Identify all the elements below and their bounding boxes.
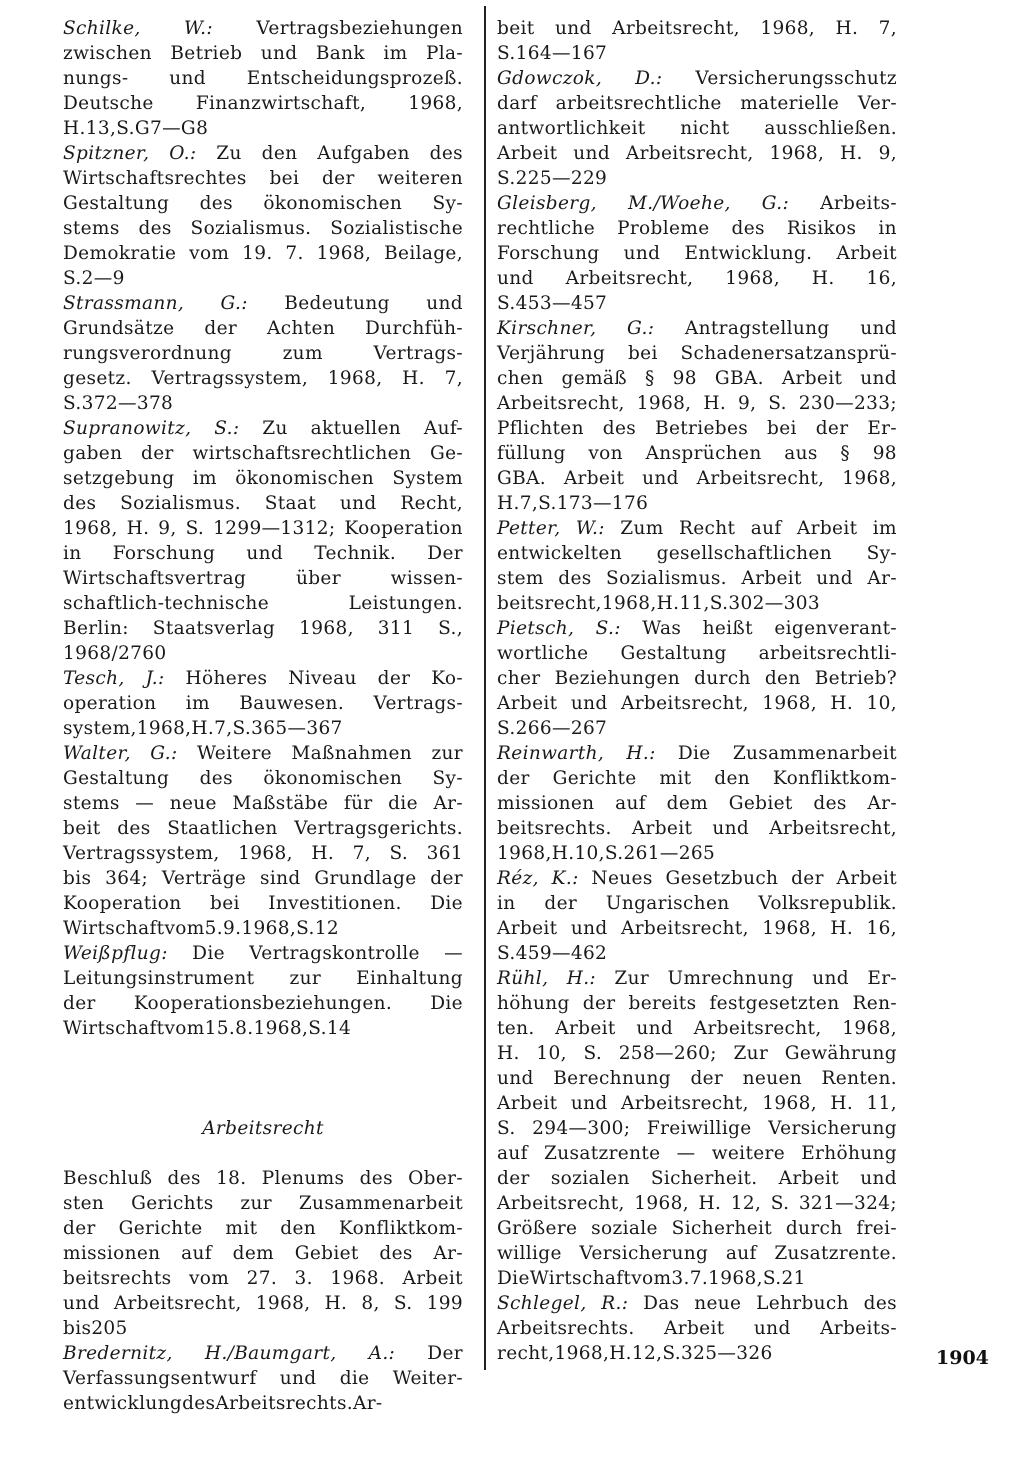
- entry-line: Gestaltung des ökonomischen Sy-: [63, 768, 463, 789]
- entry-line: Wirtschaft vom 5. 9. 1968, S. 12: [63, 918, 339, 939]
- entry-line: Größere soziale Sicherheit durch frei-: [497, 1218, 897, 1239]
- bibliography-entry: [63, 16, 463, 141]
- bibliography-entry: [63, 141, 463, 291]
- entry-line: entwickelten gesellschaftlichen Sy-: [497, 543, 897, 564]
- entry-line: in Forschung und Technik. Der: [63, 543, 463, 564]
- column-divider: [484, 6, 486, 1370]
- entry-line: Vertragssystem, 1968, H. 7, S. 361: [63, 843, 463, 864]
- entry-line: füllung von Ansprüchen aus § 98: [497, 443, 897, 464]
- entry-first-line: Petter, W.: Zum Recht auf Arbeit im: [497, 518, 897, 539]
- entry-line: Gestaltung des ökonomischen Sy-: [63, 193, 463, 214]
- entry-line: und Arbeitsrecht, 1968, H. 16,: [497, 268, 897, 289]
- entry-line: in der Ungarischen Volksrepublik.: [497, 893, 897, 914]
- entry-line: Kooperation bei Investitionen. Die: [63, 893, 463, 914]
- section-heading: Arbeitsrecht: [202, 1118, 324, 1139]
- entry-first-line: Supranowitz, S.: Zu aktuellen Auf-: [63, 418, 463, 439]
- bibliography-entry: [63, 416, 463, 666]
- entry-line: Die Wirtschaft vom 3. 7. 1968, S. 21: [497, 1268, 806, 1289]
- entry-line: willige Versicherung auf Zusatzrente.: [497, 1243, 897, 1264]
- entry-line: auf Zusatzrente — weitere Erhöhung: [497, 1143, 897, 1164]
- entry-line: Pflichten des Betriebes bei der Er-: [497, 418, 897, 439]
- entry-line: Beschluß des 18. Plenums des Ober-: [63, 1168, 463, 1189]
- entry-line: H. 10, S. 258—260; Zur Gewährung: [497, 1043, 897, 1064]
- entry-line: Verfassungsentwurf und die Weiter-: [63, 1368, 463, 1389]
- entry-line: rechtliche Probleme des Risikos in: [497, 218, 897, 239]
- entry-line: Wirtschaft vom 15. 8. 1968, S. 14: [63, 1018, 352, 1039]
- entry-first-line: Bredernitz, H./Baumgart, A.: Der: [63, 1343, 463, 1364]
- entry-line: beitsrechts vom 27. 3. 1968. Arbeit: [63, 1268, 463, 1289]
- entry-line: missionen auf dem Gebiet des Ar-: [63, 1243, 463, 1264]
- entry-line: operation im Bauwesen. Vertrags-: [63, 693, 463, 714]
- entry-line: entwicklung des Arbeitsrechts. Ar-: [63, 1393, 383, 1414]
- entry-line: 1968/2760: [63, 643, 167, 664]
- bibliography-entry: [497, 616, 897, 741]
- entry-line: Berlin: Staatsverlag 1968, 311 S.,: [63, 618, 463, 639]
- entry-line: recht, 1968, H. 12, S. 325—326: [497, 1343, 773, 1364]
- entry-line: Arbeit und Arbeitsrecht, 1968, H. 10,: [497, 693, 897, 714]
- bibliography-entry-continuation: [497, 16, 897, 66]
- entry-first-line: Tesch, J.: Höheres Niveau der Ko-: [63, 668, 463, 689]
- entry-first-line: Gleisberg, M./Woehe, G.: Arbeits-: [497, 193, 897, 214]
- entry-line: ten. Arbeit und Arbeitsrecht, 1968,: [497, 1018, 897, 1039]
- entry-line: Arbeit und Arbeitsrecht, 1968, H. 11,: [497, 1093, 897, 1114]
- entry-line: sten Gerichts zur Zusammenarbeit: [63, 1193, 463, 1214]
- entry-line: Arbeitsrecht, 1968, H. 9, S. 230—233;: [497, 393, 897, 414]
- entry-line: stems des Sozialismus. Sozialistische: [63, 218, 463, 239]
- bibliography-entry: [497, 316, 897, 516]
- entry-first-line: Pietsch, S.: Was heißt eigenverant-: [497, 618, 897, 639]
- entry-line: Wirtschaftsrechtes bei der weiteren: [63, 168, 463, 189]
- entry-line: beitsrechts. Arbeit und Arbeitsrecht,: [497, 818, 897, 839]
- entry-line: setzgebung im ökonomischen System: [63, 468, 463, 489]
- entry-line: S. 164—167: [497, 43, 608, 64]
- section-spacer: [63, 1141, 463, 1166]
- entry-line: Wirtschaftsvertrag über wissen-: [63, 568, 463, 589]
- entry-line: und Berechnung der neuen Renten.: [497, 1068, 897, 1089]
- entry-line: schaftlich-technische Leistungen.: [63, 593, 463, 614]
- bibliography-entry: [63, 1166, 463, 1341]
- entry-line: nungs- und Entscheidungsprozeß.: [63, 68, 463, 89]
- entry-line: S. 294—300; Freiwillige Versicherung: [497, 1118, 897, 1139]
- entry-first-line: Schilke, W.: Vertragsbeziehungen: [63, 18, 463, 39]
- section-spacer: [63, 1041, 463, 1116]
- entry-line: S. 453—457: [497, 293, 608, 314]
- entry-line: stems — neue Maßstäbe für die Ar-: [63, 793, 463, 814]
- entry-line: chen gemäß § 98 GBA. Arbeit und: [497, 368, 897, 389]
- entry-first-line: Gdowczok, D.: Versicherungsschutz: [497, 68, 897, 89]
- entry-line: cher Beziehungen durch den Betrieb?: [497, 668, 897, 689]
- entry-line: höhung der bereits festgesetzten Ren-: [497, 993, 897, 1014]
- entry-line: Leitungsinstrument zur Einhaltung: [63, 968, 463, 989]
- entry-line: missionen auf dem Gebiet des Ar-: [497, 793, 897, 814]
- bibliography-entry: [497, 66, 897, 191]
- entry-line: Verjährung bei Schadenersatzansprü-: [497, 343, 897, 364]
- page-number: 1904: [936, 1347, 989, 1369]
- bibliography-entry: [63, 941, 463, 1041]
- entry-line: beit des Staatlichen Vertragsgerichts.: [63, 818, 463, 839]
- bibliography-entry: [63, 666, 463, 741]
- bibliography-entry: [497, 516, 897, 616]
- bibliography-entry: [63, 1341, 463, 1416]
- entry-line: Forschung und Entwicklung. Arbeit: [497, 243, 897, 264]
- entry-line: 1968, H. 9, S. 1299—1312; Kooperation: [63, 518, 463, 539]
- entry-line: Demokratie vom 19. 7. 1968, Beilage,: [63, 243, 463, 264]
- entry-line: Arbeitsrechts. Arbeit und Arbeits-: [497, 1318, 897, 1339]
- entry-line: stem des Sozialismus. Arbeit und Ar-: [497, 568, 897, 589]
- entry-line: S. 459—462: [497, 943, 608, 964]
- entry-line: S. 266—267: [497, 718, 608, 739]
- entry-line: Arbeitsrecht, 1968, H. 12, S. 321—324;: [497, 1193, 897, 1214]
- entry-line: beitsrecht, 1968, H. 11, S. 302—303: [497, 593, 820, 614]
- entry-line: H. 7, S. 173—176: [497, 493, 649, 514]
- bibliography-entry: [63, 291, 463, 416]
- entry-line: darf arbeitsrechtliche materielle Ver-: [497, 93, 897, 114]
- entry-first-line: Reinwarth, H.: Die Zusammenarbeit: [497, 743, 897, 764]
- entry-line: und Arbeitsrecht, 1968, H. 8, S. 199: [63, 1293, 463, 1314]
- entry-line: antwortlichkeit nicht ausschließen.: [497, 118, 897, 139]
- bibliography-entry: [497, 741, 897, 866]
- entry-line: S. 372—378: [63, 393, 174, 414]
- entry-first-line: Weißpflug: Die Vertragskontrolle —: [63, 943, 463, 964]
- entry-line: der Gerichte mit den Konfliktkom-: [63, 1218, 463, 1239]
- entry-line: S. 225—229: [497, 168, 608, 189]
- entry-line: des Sozialismus. Staat und Recht,: [63, 493, 463, 514]
- entry-line: H. 13, S. G 7—G 8: [63, 118, 209, 139]
- entry-first-line: Réz, K.: Neues Gesetzbuch der Arbeit: [497, 868, 897, 889]
- entry-line: gaben der wirtschaftsrechtlichen Ge-: [63, 443, 463, 464]
- entry-line: Arbeit und Arbeitsrecht, 1968, H. 9,: [497, 143, 897, 164]
- entry-line: gesetz. Vertragssystem, 1968, H. 7,: [63, 368, 463, 389]
- entry-line: der Gerichte mit den Konfliktkom-: [497, 768, 897, 789]
- entry-first-line: Walter, G.: Weitere Maßnahmen zur: [63, 743, 463, 764]
- entry-line: zwischen Betrieb und Bank im Pla-: [63, 43, 463, 64]
- entry-line: 1968, H. 10, S. 261—265: [497, 843, 716, 864]
- left-column: [63, 16, 463, 1416]
- entry-line: bis 205: [63, 1318, 128, 1339]
- bibliography-entry: [497, 191, 897, 316]
- entry-first-line: Strassmann, G.: Bedeutung und: [63, 293, 463, 314]
- entry-first-line: Schlegel, R.: Das neue Lehrbuch des: [497, 1293, 897, 1314]
- entry-line: Arbeit und Arbeitsrecht, 1968, H. 16,: [497, 918, 897, 939]
- entry-line: system, 1968, H. 7, S. 365—367: [63, 718, 343, 739]
- bibliography-entry: [497, 866, 897, 966]
- entry-line: rungsverordnung zum Vertrags-: [63, 343, 463, 364]
- bibliography-entry: [63, 741, 463, 941]
- entry-first-line: Rühl, H.: Zur Umrechnung und Er-: [497, 968, 897, 989]
- bibliography-entry: [497, 1291, 897, 1366]
- entry-line: beit und Arbeitsrecht, 1968, H. 7,: [497, 18, 897, 39]
- right-column: [497, 16, 897, 1366]
- entry-line: wortliche Gestaltung arbeitsrechtli-: [497, 643, 897, 664]
- entry-first-line: Spitzner, O.: Zu den Aufgaben des: [63, 143, 463, 164]
- entry-line: GBA. Arbeit und Arbeitsrecht, 1968,: [497, 468, 897, 489]
- entry-line: S. 2—9: [63, 268, 125, 289]
- entry-line: bis 364; Verträge sind Grundlage der: [63, 868, 463, 889]
- entry-line: Grundsätze der Achten Durchfüh-: [63, 318, 463, 339]
- entry-first-line: Kirschner, G.: Antragstellung und: [497, 318, 897, 339]
- bibliography-entry: [497, 966, 897, 1291]
- entry-line: der Kooperationsbeziehungen. Die: [63, 993, 463, 1014]
- entry-line: Deutsche Finanzwirtschaft, 1968,: [63, 93, 463, 114]
- entry-line: der sozialen Sicherheit. Arbeit und: [497, 1168, 897, 1189]
